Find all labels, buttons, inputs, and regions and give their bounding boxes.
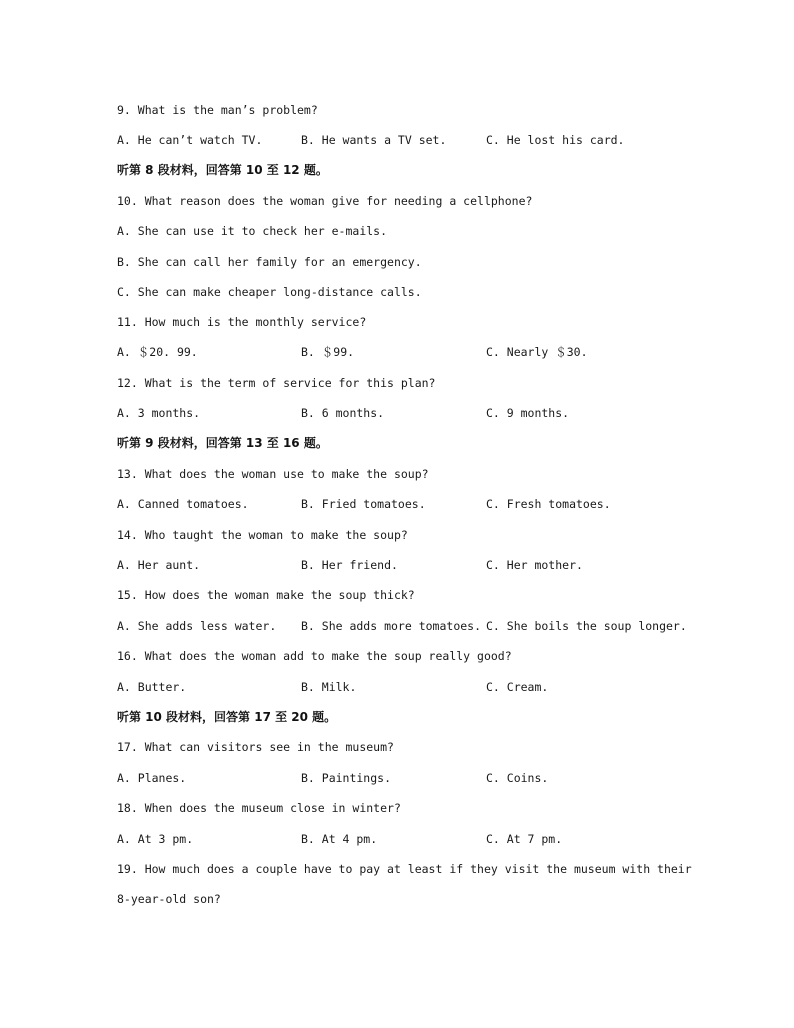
section-heading-9: 听第 9 段材料，回答第 13 至 16 题。	[117, 436, 328, 450]
question-17: 17. What can visitors see in the museum?	[117, 740, 394, 754]
q16-option-b: B. Milk.	[301, 680, 357, 694]
q15-option-b: B. She adds more tomatoes.	[301, 619, 482, 633]
question-19: 19. How much does a couple have to pay at least if they visit the museum with their	[117, 862, 692, 876]
q9-option-c: C. He lost his card.	[486, 133, 625, 147]
q10-option-b: B. She can call her family for an emergency.	[117, 255, 422, 269]
question-10: 10. What reason does the woman give for needing a cellphone?	[117, 194, 533, 208]
q15-option-a: A. She adds less water.	[117, 619, 277, 633]
q12-option-b: B. 6 months.	[301, 406, 385, 420]
q10-option-a: A. She can use it to check her e-mails.	[117, 224, 388, 238]
question-14: 14. Who taught the woman to make the soup?	[117, 528, 408, 542]
q12-option-a: A. 3 months.	[117, 406, 201, 420]
q18-option-a: A. At 3 pm.	[117, 832, 194, 846]
q12-option-c: C. 9 months.	[486, 406, 570, 420]
question-12: 12. What is the term of service for this plan?	[117, 376, 436, 390]
question-18: 18. When does the museum close in winter?	[117, 801, 401, 815]
q14-option-a: A. Her aunt.	[117, 558, 201, 572]
section-heading-10: 听第 10 段材料，回答第 17 至 20 题。	[117, 710, 337, 724]
q16-option-c: C. Cream.	[486, 680, 549, 694]
q9-option-a: A. He can’t watch TV.	[117, 133, 263, 147]
q13-option-c: C. Fresh tomatoes.	[486, 497, 611, 511]
question-16: 16. What does the woman add to make the soup really good?	[117, 649, 512, 663]
q14-option-b: B. Her friend.	[301, 558, 398, 572]
q11-option-a: A. ＄20. 99.	[117, 345, 198, 359]
section-heading-8: 听第 8 段材料，回答第 10 至 12 题。	[117, 163, 328, 177]
q17-option-a: A. Planes.	[117, 771, 187, 785]
q13-option-b: B. Fried tomatoes.	[301, 497, 426, 511]
q17-option-b: B. Paintings.	[301, 771, 392, 785]
q11-option-c: C. Nearly ＄30.	[486, 345, 588, 359]
q18-option-c: C. At 7 pm.	[486, 832, 563, 846]
q18-option-b: B. At 4 pm.	[301, 832, 378, 846]
question-9: 9. What is the man’s problem?	[117, 103, 318, 117]
question-13: 13. What does the woman use to make the soup?	[117, 467, 429, 481]
q16-option-a: A. Butter.	[117, 680, 187, 694]
question-15: 15. How does the woman make the soup thick?	[117, 588, 415, 602]
q11-option-b: B. ＄99.	[301, 345, 355, 359]
question-19-continued: 8-year-old son?	[117, 892, 221, 906]
q13-option-a: A. Canned tomatoes.	[117, 497, 249, 511]
q9-option-b: B. He wants a TV set.	[301, 133, 447, 147]
question-11: 11. How much is the monthly service?	[117, 315, 367, 329]
q10-option-c: C. She can make cheaper long-distance calls.	[117, 285, 422, 299]
q15-option-c: C. She boils the soup longer.	[486, 619, 687, 633]
q14-option-c: C. Her mother.	[486, 558, 583, 572]
q17-option-c: C. Coins.	[486, 771, 549, 785]
